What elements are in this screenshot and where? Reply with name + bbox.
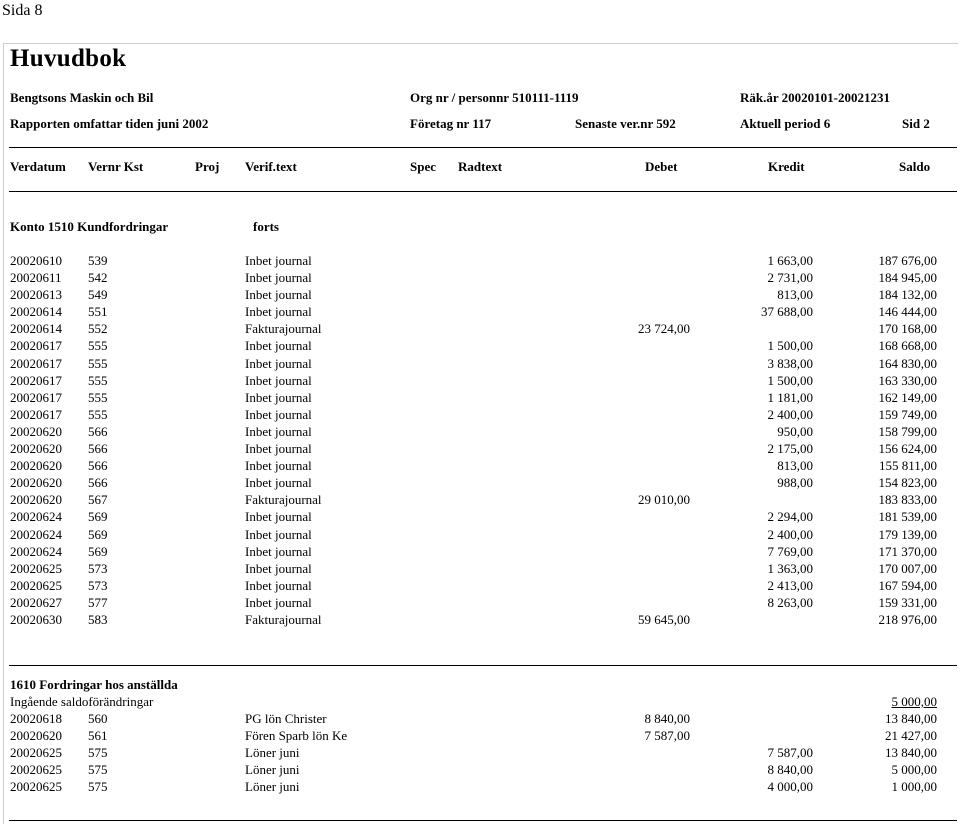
- divider: [9, 820, 957, 821]
- cell-saldo: 183 833,00: [878, 492, 937, 508]
- cell-kredit: 8 840,00: [767, 762, 813, 778]
- cell-saldo: 170 007,00: [878, 560, 937, 576]
- cell-date: 20020630: [10, 611, 62, 627]
- table-row: [0, 543, 960, 560]
- table-row: [0, 727, 960, 744]
- cell-saldo: 167 594,00: [878, 577, 937, 593]
- cell-saldo: 168 668,00: [878, 338, 937, 354]
- cell-saldo: 171 370,00: [878, 543, 937, 559]
- cell-saldo: 159 749,00: [878, 406, 937, 422]
- col-spec: Spec: [410, 159, 436, 174]
- company-number: Företag nr 117: [410, 116, 492, 131]
- cell-text: Inbet journal: [245, 543, 312, 559]
- cell-kredit: 1 181,00: [767, 389, 813, 405]
- current-period: Aktuell period 6: [740, 116, 831, 131]
- cell-kredit: 1 663,00: [767, 253, 813, 268]
- cell-date: 20020625: [10, 560, 62, 576]
- cell-kredit: 7 769,00: [767, 543, 813, 559]
- cell-text: Löner juni: [245, 745, 300, 761]
- cell-date: 20020620: [10, 475, 62, 491]
- cell-saldo: 184 945,00: [878, 270, 937, 286]
- cell-kredit: 2 400,00: [767, 526, 813, 542]
- cell-text: Inbet journal: [245, 594, 312, 610]
- table-row: [0, 320, 960, 337]
- table-row: [0, 710, 960, 727]
- table-row: [0, 577, 960, 594]
- account-1610-rows: [0, 693, 960, 796]
- cell-voucher: 575: [88, 745, 108, 761]
- cell-saldo: 162 149,00: [878, 389, 937, 405]
- cell-text: Fakturajournal: [245, 492, 322, 508]
- opening-balance-saldo: 5 000,00: [891, 694, 937, 709]
- cell-kredit: 7 587,00: [767, 745, 813, 761]
- cell-saldo: 156 624,00: [878, 441, 937, 457]
- cell-saldo: 170 168,00: [878, 321, 937, 337]
- cell-date: 20020624: [10, 543, 62, 559]
- cell-kredit: 813,00: [777, 287, 813, 303]
- col-veriftext: Verif.text: [245, 159, 297, 174]
- cell-kredit: 950,00: [777, 423, 813, 439]
- table-row: [0, 508, 960, 525]
- cell-voucher: 567: [88, 492, 108, 508]
- cell-voucher: 551: [88, 304, 108, 320]
- org-number: Org nr / personnr 510111-1119: [410, 90, 579, 105]
- cell-debet: 23 724,00: [638, 321, 690, 337]
- table-row: [0, 303, 960, 320]
- table-row: [0, 372, 960, 389]
- cell-voucher: 566: [88, 458, 108, 474]
- report-title: Huvudbok: [10, 45, 127, 72]
- cell-voucher: 549: [88, 287, 108, 303]
- cell-voucher: 542: [88, 270, 108, 286]
- cell-text: PG lön Christer: [245, 711, 327, 727]
- cell-date: 20020617: [10, 406, 62, 422]
- col-kredit: Kredit: [768, 159, 805, 174]
- cell-text: Inbet journal: [245, 355, 312, 371]
- cell-kredit: 2 400,00: [767, 406, 813, 422]
- cell-saldo: 181 539,00: [878, 509, 937, 525]
- page-number: Sid 2: [902, 116, 930, 131]
- cell-date: 20020620: [10, 423, 62, 439]
- col-radtext: Radtext: [458, 159, 503, 174]
- cell-date: 20020614: [10, 321, 62, 337]
- cell-text: Inbet journal: [245, 458, 312, 474]
- cell-voucher: 569: [88, 543, 108, 559]
- cell-voucher: 577: [88, 594, 108, 610]
- cell-voucher: 575: [88, 779, 108, 795]
- cell-saldo: 1 000,00: [891, 779, 937, 795]
- cell-text: Inbet journal: [245, 270, 312, 286]
- cell-date: 20020620: [10, 458, 62, 474]
- cell-date: 20020613: [10, 287, 62, 303]
- cell-voucher: 555: [88, 355, 108, 371]
- cell-voucher: 552: [88, 321, 108, 337]
- divider: [9, 191, 957, 192]
- table-row: [0, 474, 960, 491]
- cell-date: 20020625: [10, 745, 62, 761]
- cell-voucher: 566: [88, 475, 108, 491]
- opening-balance-label: Ingående saldoförändringar: [10, 694, 154, 709]
- cell-voucher: 555: [88, 406, 108, 422]
- cell-date: 20020624: [10, 526, 62, 542]
- account-1610-heading: 1610 Fordringar hos anställda: [10, 677, 178, 692]
- table-row: [0, 406, 960, 423]
- table-row: [0, 457, 960, 474]
- cell-voucher: 555: [88, 372, 108, 388]
- cell-text: Inbet journal: [245, 509, 312, 525]
- cell-kredit: 1 500,00: [767, 338, 813, 354]
- page-label: Sida 8: [2, 2, 43, 19]
- cell-date: 20020625: [10, 779, 62, 795]
- cell-saldo: 218 976,00: [878, 611, 937, 627]
- cell-voucher: 583: [88, 611, 108, 627]
- cell-text: Fakturajournal: [245, 321, 322, 337]
- cell-kredit: 37 688,00: [761, 304, 813, 320]
- col-saldo: Saldo: [899, 159, 931, 174]
- col-verdatum: Verdatum: [10, 159, 66, 174]
- cell-saldo: 13 840,00: [885, 745, 937, 761]
- table-row: [0, 491, 960, 508]
- cell-kredit: 2 731,00: [767, 270, 813, 286]
- company-name: Bengtsons Maskin och Bil: [10, 90, 154, 105]
- cell-date: 20020617: [10, 338, 62, 354]
- cell-text: Inbet journal: [245, 287, 312, 303]
- cell-text: Inbet journal: [245, 577, 312, 593]
- table-row: [0, 744, 960, 761]
- cell-saldo: 13 840,00: [885, 711, 937, 727]
- cell-date: 20020611: [10, 270, 62, 286]
- cell-voucher: 569: [88, 509, 108, 525]
- cell-saldo: 159 331,00: [878, 594, 937, 610]
- opening-balance-row: [0, 693, 960, 710]
- cell-saldo: 21 427,00: [885, 728, 937, 744]
- col-proj: Proj: [195, 159, 220, 174]
- cell-kredit: 1 500,00: [767, 372, 813, 388]
- cell-date: 20020625: [10, 762, 62, 778]
- cell-text: Löner juni: [245, 762, 300, 778]
- table-row: [0, 286, 960, 303]
- col-debet: Debet: [645, 159, 678, 174]
- cell-kredit: 2 175,00: [767, 441, 813, 457]
- cell-voucher: 555: [88, 338, 108, 354]
- cell-debet: 29 010,00: [638, 492, 690, 508]
- cell-saldo: 158 799,00: [878, 423, 937, 439]
- table-row: [0, 611, 960, 628]
- table-row: [0, 252, 960, 269]
- cell-text: Inbet journal: [245, 475, 312, 491]
- cell-voucher: 575: [88, 762, 108, 778]
- cell-voucher: 573: [88, 560, 108, 576]
- cell-voucher: 561: [88, 728, 108, 744]
- table-row: [0, 761, 960, 778]
- cell-voucher: 539: [88, 253, 108, 268]
- cell-kredit: 2 294,00: [767, 509, 813, 525]
- table-row: [0, 389, 960, 406]
- cell-kredit: 8 263,00: [767, 594, 813, 610]
- cell-text: Inbet journal: [245, 338, 312, 354]
- divider: [9, 665, 957, 666]
- cell-kredit: 4 000,00: [767, 779, 813, 795]
- cell-text: Inbet journal: [245, 304, 312, 320]
- table-row: [0, 560, 960, 577]
- cell-date: 20020620: [10, 728, 62, 744]
- cell-date: 20020617: [10, 372, 62, 388]
- account-1510-heading: Konto 1510 Kundfordringar: [10, 219, 169, 234]
- account-1510-rows: [0, 252, 960, 628]
- latest-voucher: Senaste ver.nr 592: [575, 116, 676, 131]
- cell-date: 20020620: [10, 441, 62, 457]
- cell-kredit: 813,00: [777, 458, 813, 474]
- cell-saldo: 179 139,00: [878, 526, 937, 542]
- table-row: [0, 440, 960, 457]
- cell-date: 20020618: [10, 711, 62, 727]
- cell-saldo: 146 444,00: [878, 304, 937, 320]
- cell-voucher: 560: [88, 711, 108, 727]
- col-vernr-kst: Vernr Kst: [88, 159, 144, 174]
- report-period: Rapporten omfattar tiden juni 2002: [10, 116, 209, 131]
- cell-date: 20020627: [10, 594, 62, 610]
- cell-debet: 59 645,00: [638, 611, 690, 627]
- cell-date: 20020617: [10, 355, 62, 371]
- cell-voucher: 573: [88, 577, 108, 593]
- cell-date: 20020610: [10, 253, 62, 268]
- cell-date: 20020617: [10, 389, 62, 405]
- cell-kredit: 988,00: [777, 475, 813, 491]
- cell-kredit: 2 413,00: [767, 577, 813, 593]
- table-row: [0, 355, 960, 372]
- cell-text: Inbet journal: [245, 441, 312, 457]
- table-row: [0, 778, 960, 795]
- cell-saldo: 5 000,00: [891, 762, 937, 778]
- cell-voucher: 566: [88, 441, 108, 457]
- cell-text: Fören Sparb lön Ke: [245, 728, 348, 744]
- table-row: [0, 269, 960, 286]
- table-row: [0, 337, 960, 354]
- cell-text: Inbet journal: [245, 253, 312, 268]
- cell-saldo: 184 132,00: [878, 287, 937, 303]
- cell-text: Inbet journal: [245, 406, 312, 422]
- cell-text: Inbet journal: [245, 423, 312, 439]
- cell-kredit: 3 838,00: [767, 355, 813, 371]
- cell-text: Inbet journal: [245, 526, 312, 542]
- cell-saldo: 155 811,00: [878, 458, 937, 474]
- cell-date: 20020614: [10, 304, 62, 320]
- cell-date: 20020620: [10, 492, 62, 508]
- cell-voucher: 569: [88, 526, 108, 542]
- continued-label: forts: [253, 219, 279, 234]
- cell-text: Inbet journal: [245, 389, 312, 405]
- table-row: [0, 526, 960, 543]
- cell-voucher: 555: [88, 389, 108, 405]
- cell-text: Inbet journal: [245, 372, 312, 388]
- cell-saldo: 164 830,00: [878, 355, 937, 371]
- cell-kredit: 1 363,00: [767, 560, 813, 576]
- cell-date: 20020625: [10, 577, 62, 593]
- cell-text: Löner juni: [245, 779, 300, 795]
- table-row: [0, 594, 960, 611]
- cell-text: Fakturajournal: [245, 611, 322, 627]
- cell-date: 20020624: [10, 509, 62, 525]
- cell-text: Inbet journal: [245, 560, 312, 576]
- cell-saldo: 187 676,00: [878, 253, 937, 268]
- cell-saldo: 154 823,00: [878, 475, 937, 491]
- cell-saldo: 163 330,00: [878, 372, 937, 388]
- cell-debet: 8 840,00: [644, 711, 690, 727]
- divider: [9, 147, 957, 148]
- cell-debet: 7 587,00: [644, 728, 690, 744]
- fiscal-year: Räk.år 20020101-20021231: [740, 90, 890, 105]
- table-row: [0, 423, 960, 440]
- cell-voucher: 566: [88, 423, 108, 439]
